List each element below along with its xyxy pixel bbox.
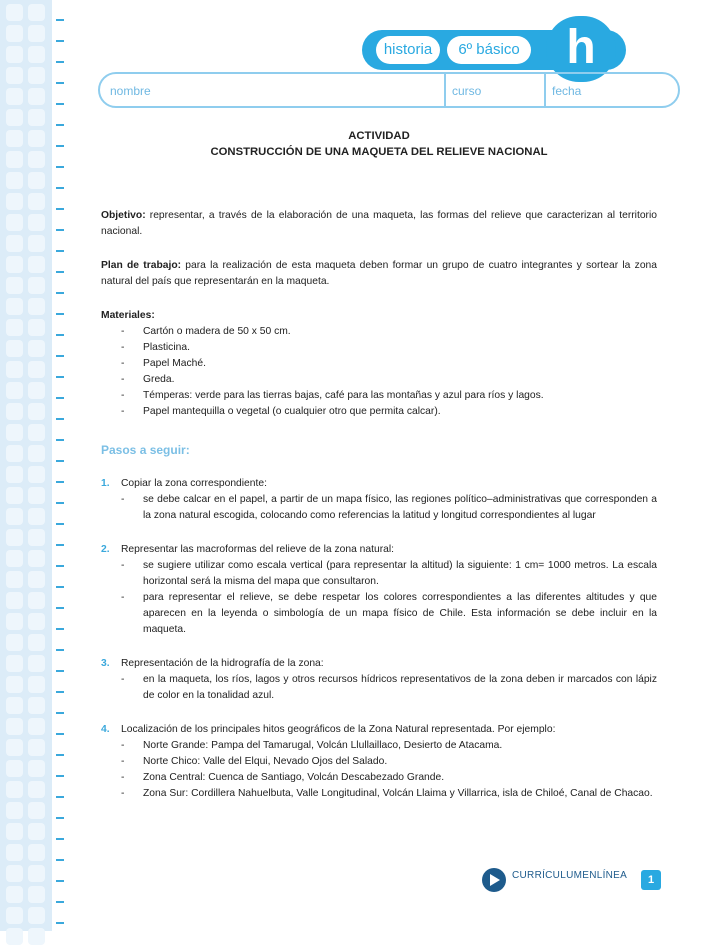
step-subitem: - se debe calcar en el papel, a partir de un mapa físico, las regiones político–administrativas que corresponden a la zona natural escogida, colocando como referencias la latitud y longitud correspondientes al lugar bbox=[121, 492, 657, 524]
strip-square bbox=[6, 298, 23, 315]
strip-square bbox=[28, 760, 45, 777]
strip-square bbox=[28, 886, 45, 903]
strip-square bbox=[6, 823, 23, 840]
decorative-side-strip bbox=[0, 0, 52, 931]
activity-title: CONSTRUCCIÓN DE UNA MAQUETA DEL RELIEVE NACIONAL bbox=[210, 146, 548, 158]
strip-square bbox=[6, 67, 23, 84]
strip-square bbox=[6, 403, 23, 420]
materials-item: - Témperas: verde para las tierras bajas, café para las montañas y azul para ríos y lagos. bbox=[121, 388, 657, 404]
strip-square bbox=[6, 88, 23, 105]
strip-square bbox=[28, 907, 45, 924]
materials-item: - Plasticina. bbox=[121, 340, 657, 356]
strip-ticks bbox=[52, 0, 64, 931]
strip-square bbox=[6, 760, 23, 777]
activity-label: ACTIVIDAD bbox=[348, 130, 410, 142]
step-item bbox=[101, 722, 657, 802]
strip-square bbox=[28, 340, 45, 357]
strip-square bbox=[28, 802, 45, 819]
step-number: 2. bbox=[101, 544, 110, 555]
strip-square bbox=[6, 109, 23, 126]
strip-square bbox=[6, 865, 23, 882]
strip-square bbox=[6, 802, 23, 819]
step-number: 4. bbox=[101, 724, 110, 735]
strip-square bbox=[28, 592, 45, 609]
strip-square bbox=[28, 844, 45, 861]
step-sublist bbox=[121, 492, 657, 524]
strip-square bbox=[6, 445, 23, 462]
step-title: Representación de la hidrografía de la zona: bbox=[121, 658, 324, 669]
activity-content bbox=[101, 128, 657, 802]
strip-square bbox=[28, 529, 45, 546]
strip-square bbox=[28, 697, 45, 714]
strip-square bbox=[6, 487, 23, 504]
brand-logo-circle: h bbox=[546, 16, 616, 82]
strip-square bbox=[28, 88, 45, 105]
step-subitem: - para representar el relieve, se debe respetar los colores correspondientes a las diferentes altitudes y que aparecen en la leyenda o simbología de un mapa físico de Chile. Esta información se debe incluir en la maqueta. bbox=[121, 590, 657, 638]
strip-square bbox=[6, 319, 23, 336]
play-circle-icon bbox=[482, 868, 506, 892]
strip-square bbox=[28, 382, 45, 399]
strip-square bbox=[28, 865, 45, 882]
strip-square bbox=[28, 151, 45, 168]
strip-square bbox=[28, 277, 45, 294]
strip-square bbox=[6, 907, 23, 924]
step-item bbox=[101, 656, 657, 704]
materials-item: - Cartón o madera de 50 x 50 cm. bbox=[121, 324, 657, 340]
strip-square bbox=[6, 361, 23, 378]
strip-square bbox=[6, 340, 23, 357]
step-subitem: - en la maqueta, los ríos, lagos y otros recursos hídricos representativos de la zona deben ir marcados con lápiz de color en la tonalidad azul. bbox=[121, 672, 657, 704]
strip-square bbox=[28, 256, 45, 273]
step-title: Localización de los principales hitos geográficos de la Zona Natural representada. Por ejemplo: bbox=[121, 724, 556, 735]
strip-square bbox=[28, 67, 45, 84]
strip-square bbox=[6, 718, 23, 735]
strip-square bbox=[28, 781, 45, 798]
step-subitem: - Norte Chico: Valle del Elqui, Nevado Ojos del Salado. bbox=[121, 754, 657, 770]
strip-square bbox=[6, 781, 23, 798]
strip-square bbox=[6, 172, 23, 189]
objective-paragraph bbox=[101, 208, 657, 240]
step-number: 1. bbox=[101, 478, 110, 489]
step-item bbox=[101, 542, 657, 638]
steps-heading: Pasos a seguir: bbox=[101, 443, 190, 457]
step-title: Copiar la zona correspondiente: bbox=[121, 478, 267, 489]
strip-square bbox=[28, 487, 45, 504]
footer-logo-text: CURRÍCULUMENLÍNEA bbox=[512, 870, 628, 881]
materials-label: Materiales: bbox=[101, 310, 155, 321]
plan-text: para la realización de esta maqueta deben formar un grupo de cuatro integrantes y sortear la zona natural del país que representarán en la maqueta. bbox=[101, 260, 657, 287]
strip-square bbox=[6, 25, 23, 42]
step-subitem: - Zona Central: Cuenca de Santiago, Volcán Descabezado Grande. bbox=[121, 770, 657, 786]
strip-square bbox=[28, 235, 45, 252]
strip-square bbox=[28, 109, 45, 126]
strip-square bbox=[28, 403, 45, 420]
strip-square bbox=[28, 613, 45, 630]
strip-square bbox=[6, 613, 23, 630]
field-divider bbox=[444, 74, 446, 106]
strip-square bbox=[6, 256, 23, 273]
strip-square bbox=[6, 382, 23, 399]
strip-square bbox=[6, 550, 23, 567]
strip-square bbox=[6, 508, 23, 525]
strip-square bbox=[28, 466, 45, 483]
strip-square bbox=[28, 508, 45, 525]
strip-square bbox=[6, 697, 23, 714]
course-field-label: curso bbox=[452, 84, 482, 98]
strip-square bbox=[6, 130, 23, 147]
objective-label: Objetivo: bbox=[101, 210, 146, 221]
strip-square bbox=[28, 571, 45, 588]
strip-square bbox=[28, 25, 45, 42]
grade-tag: 6º básico bbox=[447, 36, 531, 64]
strip-square bbox=[28, 445, 45, 462]
strip-square bbox=[6, 424, 23, 441]
strip-square bbox=[6, 4, 23, 21]
step-subitem: - se sugiere utilizar como escala vertical (para representar la altitud) la siguiente: 1 cm= 1000 metros. La escala horizontal será la misma del mapa que consultaron. bbox=[121, 558, 657, 590]
date-field-label: fecha bbox=[552, 84, 582, 98]
step-title: Representar las macroformas del relieve de la zona natural: bbox=[121, 544, 395, 555]
strip-square bbox=[6, 676, 23, 693]
materials-list bbox=[101, 324, 657, 420]
strip-square bbox=[28, 214, 45, 231]
strip-square bbox=[28, 130, 45, 147]
strip-square bbox=[6, 886, 23, 903]
strip-square bbox=[28, 361, 45, 378]
strip-square bbox=[6, 571, 23, 588]
strip-square bbox=[6, 214, 23, 231]
strip-square bbox=[28, 550, 45, 567]
strip-square bbox=[6, 739, 23, 756]
plan-label: Plan de trabajo: bbox=[101, 260, 182, 271]
page-number: 1 bbox=[641, 870, 661, 890]
steps-list bbox=[101, 476, 657, 802]
strip-square bbox=[28, 424, 45, 441]
strip-square bbox=[6, 844, 23, 861]
strip-square bbox=[28, 823, 45, 840]
strip-square bbox=[28, 4, 45, 21]
strip-square bbox=[6, 655, 23, 672]
strip-square bbox=[28, 739, 45, 756]
step-subitem: - Zona Sur: Cordillera Nahuelbuta, Valle Longitudinal, Volcán Llaima y Villarrica, isla de Chiloé, Canal de Chacao. bbox=[121, 786, 657, 802]
strip-square bbox=[28, 718, 45, 735]
step-number: 3. bbox=[101, 658, 110, 669]
step-subitem: - Norte Grande: Pampa del Tamarugal, Volcán Llullaillaco, Desierto de Atacama. bbox=[121, 738, 657, 754]
strip-square bbox=[28, 319, 45, 336]
materials-item: - Papel mantequilla o vegetal (o cualquier otro que permita calcar). bbox=[121, 404, 657, 420]
strip-square bbox=[6, 235, 23, 252]
strip-square bbox=[28, 46, 45, 63]
step-item bbox=[101, 476, 657, 524]
strip-square bbox=[28, 655, 45, 672]
step-sublist bbox=[121, 738, 657, 802]
strip-square bbox=[6, 592, 23, 609]
name-field-label: nombre bbox=[110, 84, 151, 98]
field-divider bbox=[544, 74, 546, 106]
strip-square bbox=[6, 193, 23, 210]
strip-square bbox=[28, 172, 45, 189]
plan-paragraph bbox=[101, 258, 657, 290]
strip-square bbox=[6, 277, 23, 294]
strip-square bbox=[6, 529, 23, 546]
strip-square bbox=[6, 151, 23, 168]
strip-square bbox=[28, 634, 45, 651]
strip-square bbox=[28, 676, 45, 693]
materials-item: - Greda. bbox=[121, 372, 657, 388]
objective-text: representar, a través de la elaboración de una maqueta, las formas del relieve que caracterizan al territorio nacional. bbox=[101, 210, 657, 237]
step-sublist bbox=[121, 672, 657, 704]
strip-square bbox=[6, 46, 23, 63]
strip-square bbox=[28, 298, 45, 315]
subject-tag: historia bbox=[376, 36, 440, 64]
step-sublist bbox=[121, 558, 657, 638]
materials-item: - Papel Maché. bbox=[121, 356, 657, 372]
strip-square bbox=[6, 634, 23, 651]
strip-square bbox=[28, 193, 45, 210]
student-info-bar[interactable] bbox=[98, 72, 680, 108]
strip-square bbox=[6, 466, 23, 483]
